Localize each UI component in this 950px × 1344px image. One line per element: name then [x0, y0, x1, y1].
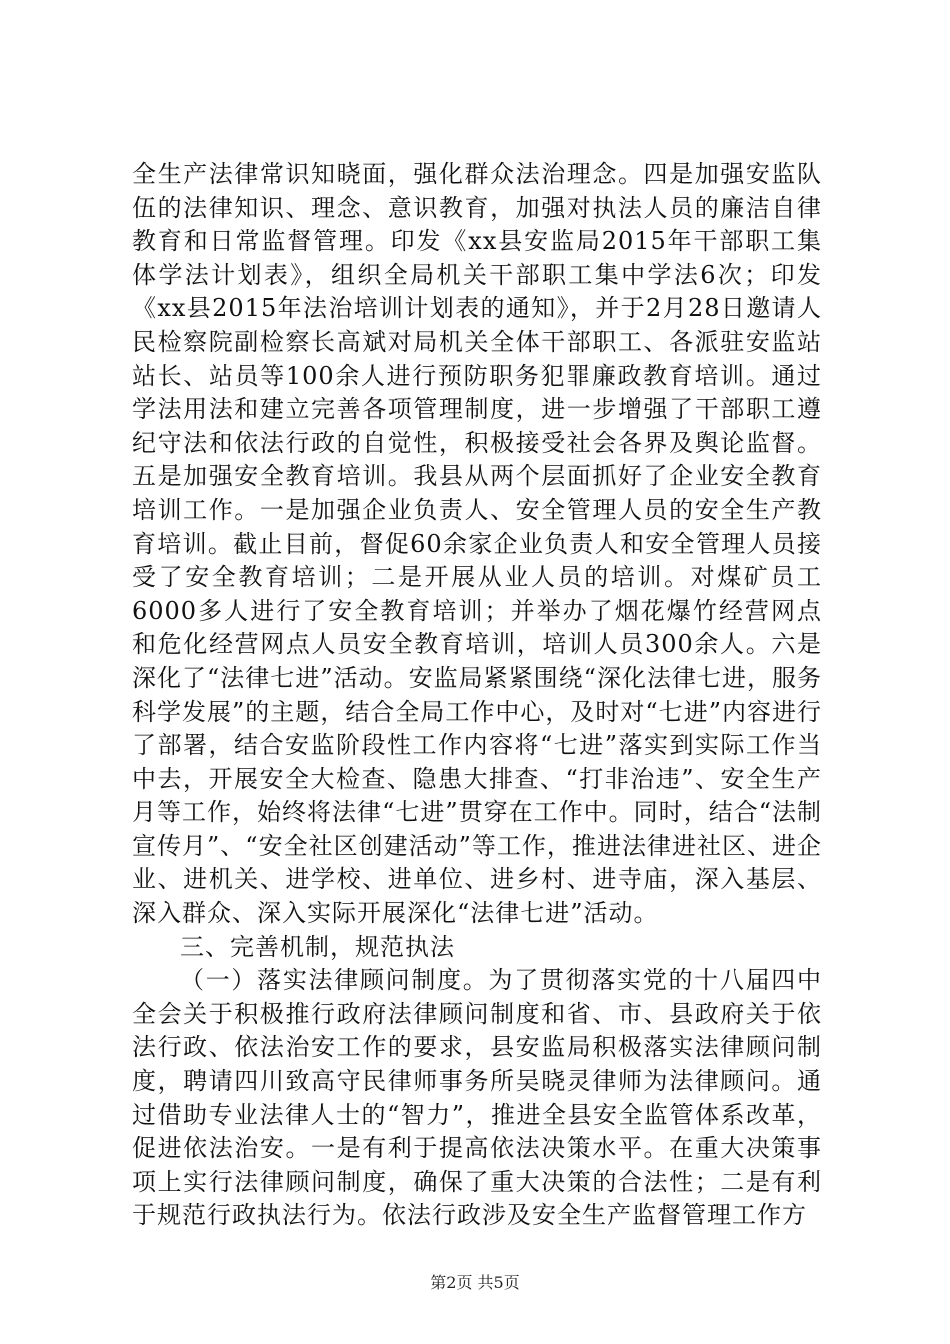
- paragraph-legal-counsel: （一）落实法律顾问制度。为了贯彻落实党的十八届四中全会关于积极推行政府法律顾问制度和省、市、县政府关于依法行政、依法治安工作的要求，县安监局积极落实法律顾问制度，聘请四川致高守民律师事务所吴晓灵律师为法律顾问。通过借助专业法律人士的“智力”，推进全县安全监管体系改革，促进依法治安。一是有利于提高依法决策水平。在重大决策事项上实行法律顾问制度，确保了重大决策的合法性；二是有利于规范行政执法行为。依法行政涉及安全生产监督管理工作方: [132, 966, 822, 1230]
- paragraph-continuation: 全生产法律常识知晓面，强化群众法治理念。四是加强安监队伍的法律知识、理念、意识教育，加强对执法人员的廉洁自律教育和日常监督管理。印发《xx县安监局2015年干部职工集体学法计划表》，组织全局机关干部职工集中学法6次；印发《xx县2015年法治培训计划表的通知》，并于2月28日邀请人民检察院副检察长高斌对局机关全体干部职工、各派驻安监站站长、站员等100余人进行预防职务犯罪廉政教育培训。通过学法用法和建立完善各项管理制度，进一步增强了干部职工遵纪守法和依法行政的自觉性，积极接受社会各界及舆论监督。五是加强安全教育培训。我县从两个层面抓好了企业安全教育培训工作。一是加强企业负责人、安全管理人员的安全生产教育培训。截止目前，督促60余家企业负责人和安全管理人员接受了安全教育培训；二是开展从业人员的培训。对煤矿员工6000多人进行了安全教育培训；并举办了烟花爆竹经营网点和危化经营网点人员安全教育培训，培训人员300余人。六是深化了“法律七进”活动。安监局紧紧围绕“深化法律七进，服务科学发展”的主题，结合全局工作中心，及时对“七进”内容进行了部署，结合安监阶段性工作内容将“七进”落实到实际工作当中去，开展安全大检查、隐患大排查、“打非治违”、安全生产月等工作，始终将法律“七进”贯穿在工作中。同时，结合“法制宣传月”、“安全社区创建活动”等工作，推进法律进社区、进企业、进机关、进学校、进单位、进乡村、进寺庙，深入基层、深入群众、深入实际开展深化“法律七进”活动。: [132, 160, 822, 928]
- page-number-footer: 第2页 共5页: [430, 1273, 520, 1292]
- section-heading: 三、完善机制，规范执法: [180, 932, 455, 961]
- document-body: [132, 158, 822, 1233]
